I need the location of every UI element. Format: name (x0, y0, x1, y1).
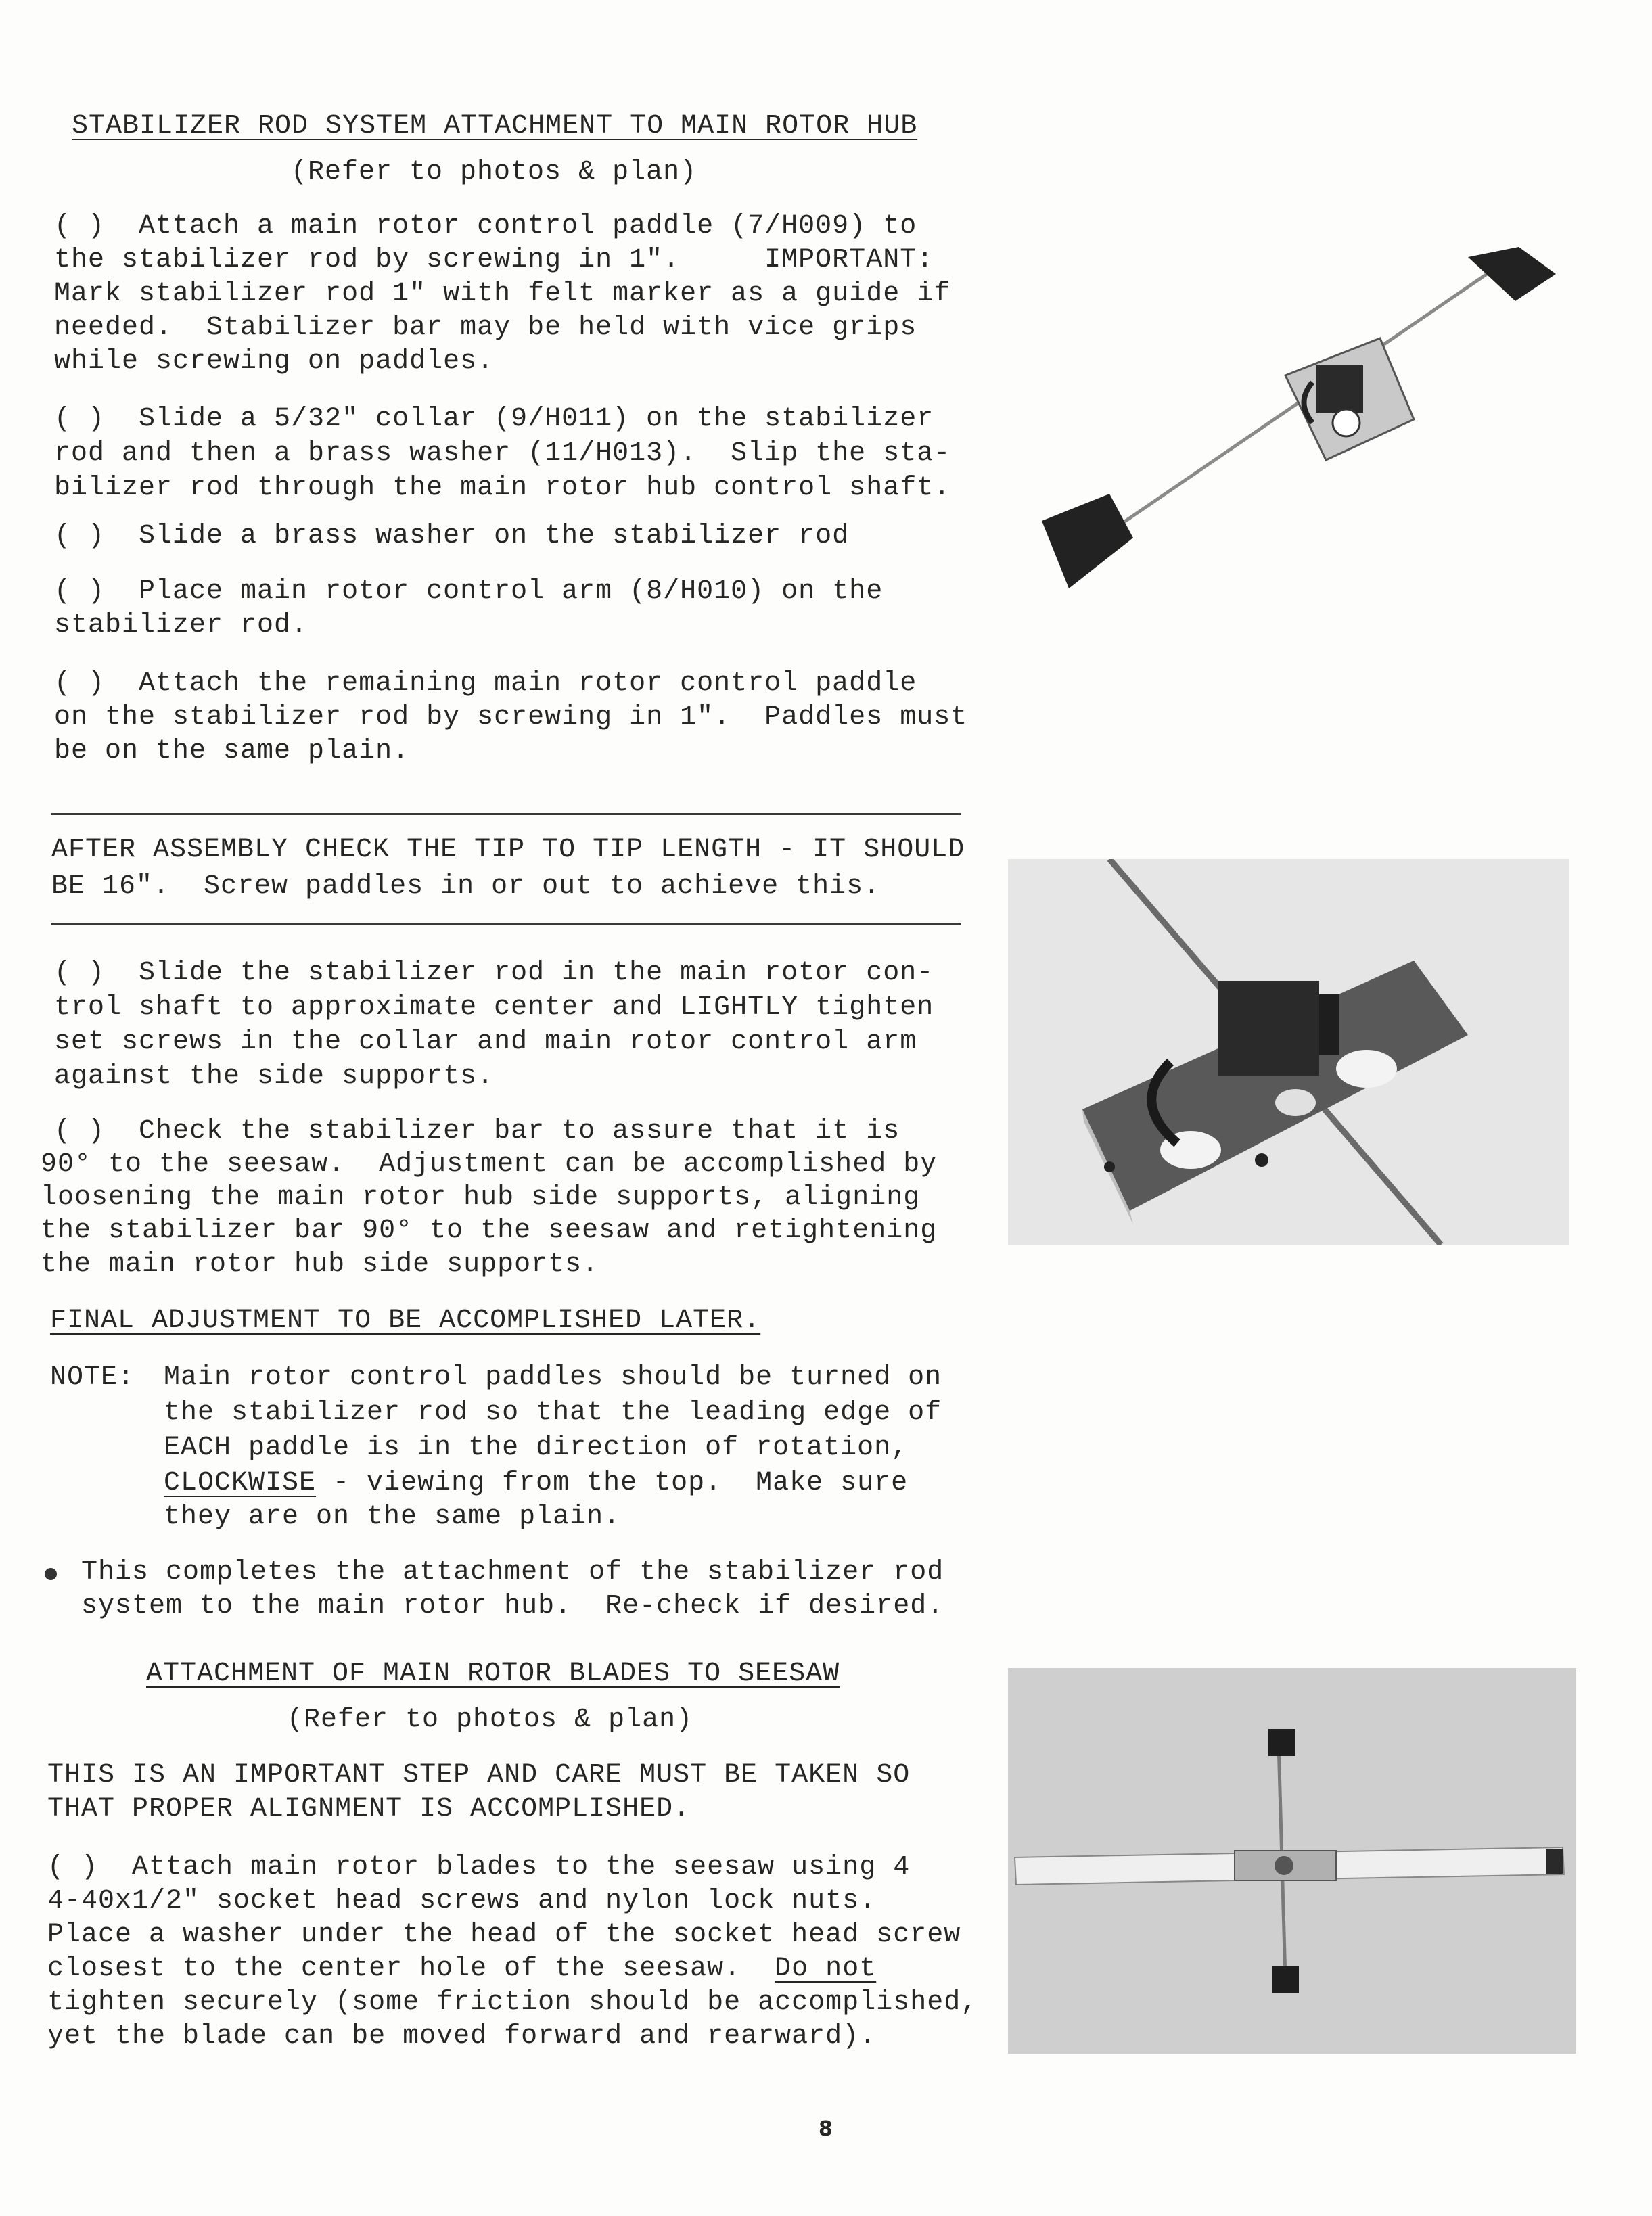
text-line: ( ) Attach a main rotor control paddle (7/H009) to (54, 211, 917, 241)
boxed-note-line: BE 16". Screw paddles in or out to achieve this. (51, 871, 881, 902)
note-label: NOTE: (50, 1362, 135, 1393)
boxed-note-line: AFTER ASSEMBLY CHECK THE TIP TO TIP LENGTH - IT SHOULD (51, 835, 965, 865)
text-line: system to the main rotor hub. Re-check if desired. (81, 1591, 944, 1621)
text-span: closest to the center hole of the seesaw. (47, 1954, 775, 1984)
text-line: the stabilizer bar 90° to the seesaw and retightening (41, 1216, 938, 1246)
text-line: set screws in the collar and main rotor control arm (54, 1027, 917, 1057)
text-span: - viewing from the top. Make sure (316, 1468, 909, 1498)
text-line: Main rotor control paddles should be turned on (164, 1362, 942, 1393)
text-line: the main rotor hub side supports. (41, 1249, 599, 1280)
text-line: ( ) Attach the remaining main rotor control paddle (54, 668, 917, 699)
step-slide-washer: ( ) Slide a brass washer on the stabilizer rod (54, 521, 850, 551)
bullet-icon (45, 1568, 57, 1580)
warning-line: THIS IS AN IMPORTANT STEP AND CARE MUST BE TAKEN SO (47, 1760, 911, 1791)
clockwise-emphasis: CLOCKWISE (164, 1468, 317, 1498)
text-line: ( ) Place main rotor control arm (8/H010) on the (54, 576, 884, 607)
text-line: the stabilizer rod so that the leading edge of (164, 1398, 942, 1428)
text-line: while screwing on paddles. (54, 346, 495, 377)
text-line: 4-40x1/2" socket head screws and nylon lock nuts. (47, 1886, 877, 1916)
text-line: Place a washer under the head of the socket head screw (47, 1920, 961, 1950)
text-line: on the stabilizer rod by screwing in 1". Paddles must (54, 702, 968, 733)
text-line: needed. Stabilizer bar may be held with vice grips (54, 313, 917, 343)
text-line: trol shaft to approximate center and LIGHTLY tighten (54, 992, 934, 1023)
photo-stabilizer-assembly (1028, 237, 1569, 602)
text-line: against the side supports. (54, 1061, 495, 1092)
text-line: ( ) Slide a 5/32" collar (9/H011) on the stabilizer (54, 404, 934, 434)
text-line: ( ) Check the stabilizer bar to assure that it is (54, 1116, 900, 1147)
photo-hub-closeup (1008, 859, 1569, 1245)
section-subtitle: (Refer to photos & plan) (291, 157, 697, 187)
text-line: the stabilizer rod by screwing in 1". IMPORTANT: (54, 245, 934, 275)
text-line: be on the same plain. (54, 736, 410, 766)
photo-rotor-blades (1008, 1668, 1576, 2054)
text-line: This completes the attachment of the stabilizer rod (81, 1557, 944, 1588)
text-line: 90° to the seesaw. Adjustment can be accomplished by (41, 1149, 938, 1180)
text-line: ( ) Slide the stabilizer rod in the main rotor con- (54, 958, 934, 988)
text-line: they are on the same plain. (164, 1502, 621, 1532)
do-not-emphasis: Do not (775, 1954, 877, 1984)
text-line (164, 1467, 908, 1500)
text-line: Mark stabilizer rod 1" with felt marker as a guide if (54, 279, 951, 309)
text-line (47, 1952, 876, 1986)
warning-line: THAT PROPER ALIGNMENT IS ACCOMPLISHED. (47, 1794, 691, 1824)
section-subtitle: (Refer to photos & plan) (287, 1705, 693, 1735)
text-line: rod and then a brass washer (11/H013). Slip the sta- (54, 438, 951, 469)
page-number: 8 (819, 2117, 833, 2141)
text-line: EACH paddle is in the direction of rotation, (164, 1433, 909, 1463)
text-line: tighten securely (some friction should be accomplished, (47, 1987, 978, 2018)
rule-bottom (51, 923, 961, 925)
final-adjustment-note: FINAL ADJUSTMENT TO BE ACCOMPLISHED LATER. (50, 1306, 761, 1336)
rule-top (51, 813, 961, 815)
text-line: bilizer rod through the main rotor hub control shaft. (54, 473, 951, 503)
text-line: yet the blade can be moved forward and rearward). (47, 2021, 877, 2052)
section-title-rotor-blades: ATTACHMENT OF MAIN ROTOR BLADES TO SEESAW (146, 1659, 840, 1689)
text-line: loosening the main rotor hub side supports, aligning (41, 1182, 921, 1213)
text-line: ( ) Attach main rotor blades to the seesaw using 4 (47, 1852, 911, 1883)
section-title-stabilizer: STABILIZER ROD SYSTEM ATTACHMENT TO MAIN ROTOR HUB (72, 111, 918, 141)
text-line: stabilizer rod. (54, 610, 308, 641)
